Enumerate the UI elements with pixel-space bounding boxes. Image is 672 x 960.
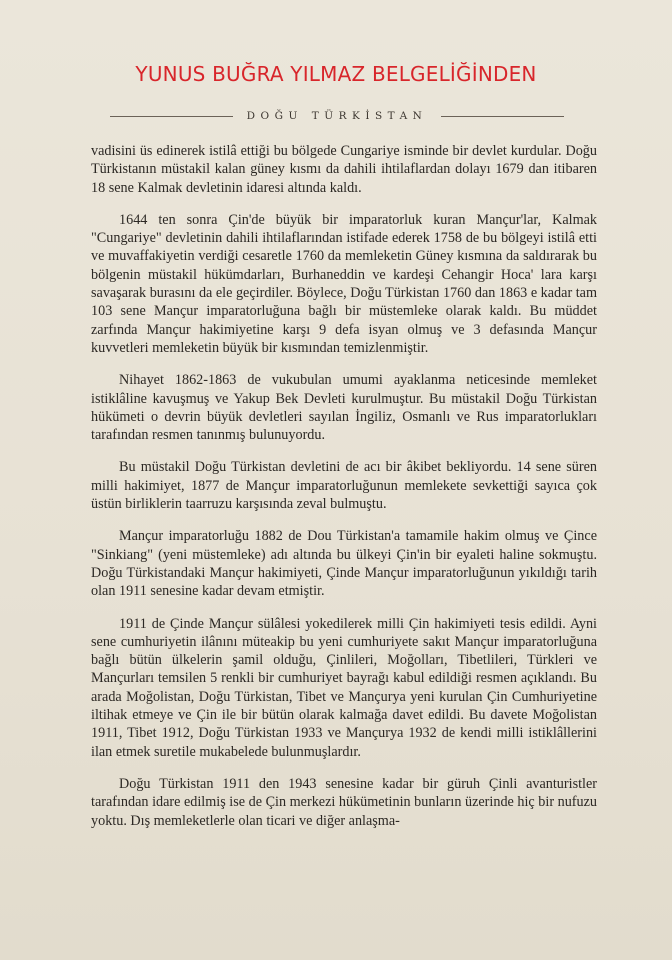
body-text <box>91 142 597 844</box>
paragraph: Bu müstakil Doğu Türkistan devletini de acı bir âkibet bekliyordu. 14 sene süren milli hakimiyet, 1877 de Mançur imparatorluğunun memlekete sevkettiği sayıca çok üstün birliklerin taarruzu karşısında zeval bulmuştu. <box>91 459 597 513</box>
running-head-title: DOĞU TÜRKİSTAN <box>246 110 428 122</box>
paragraph: 1911 de Çinde Mançur sülâlesi yokedilerek milli Çin hakimiyeti tesis edildi. Ayni sene cumhuriyetin ilânını müteakip bu yeni cumhuriyete sakıt Mançur imparatorluğuna bağlı bütün ülkelerin şamil olduğu, Çinlileri, Moğolları, Tibetlileri, Türkleri ve Mançurları temsilen 5 renkli bir cumhuriyet bayrağı kabul edildiği resmen açıklandı. Bu arada Moğolistan, Doğu Türkistan, Tibet ve Mançurya yeni kurulan Çin Cumhuriyetine iltihak etmeye ve Çin ile bir bütün olarak kalmağa davet edildi. Bu davete Moğolistan 1911, Tibet 1912, Doğu Türkistan 1933 ve Mançurya 1932 de kendi milli istiklâllerini ilan etmek suretile mukabelede bulunmuşlardır. <box>91 615 597 760</box>
paragraph: Mançur imparatorluğu 1882 de Dou Türkistan'a tamamile hakim olmuş ve Çince "Sinkiang" (yeni müstemleke) adı altında bu ülkeyi Çin'in bir eyaleti haline sokmuştu. Doğu Türkistandaki Mançur hakimiyeti, Çinde Mançur imparatorluğunun yıkıldığı tarih olan 1911 senesine kadar devam etmiştir. <box>91 528 597 600</box>
running-head-rule-left <box>110 116 233 117</box>
paragraph-continued: vadisini üs edinerek istilâ ettiği bu bölgede Cungariye isminde bir devlet kurdular. Doğu Türkistanın müstakil kalan güney kısmı da dahili ihtilaflardan dolayı 1679 dan itibaren 18 sene Kalmak devletinin idaresi altında kaldı. <box>91 143 597 196</box>
running-head-rule-right <box>441 116 564 117</box>
paragraph: 1644 ten sonra Çin'de büyük bir imparatorluk kuran Mançur'lar, Kalmak "Cungariye" devletinin dahili ihtilaflarından istifade ederek 1758 de bu bölgeyi istilâ etti ve muvaffakiyetin verdiği cesaretle 1760 da memleketin Güney kısmına da saldırarak bu bölgenin müstakil hükümdarları, Burhaneddin ve kardeşi Cehangir Hoca' lara karşı savaşarak burasını da ele geçirdiler. Böylece, Doğu Türkistan 1760 dan 1863 e kadar tam 103 sene Mançur imparatorluğuna bağlı bir müstemleke olarak kaldı. Bu müddet zarfında Mançur hakimiyetine karşı 9 defa isyan olmuş ve 3 defasında Mançur kuvvetleri memleketin büyük bir kısmından temizlenmiştir. <box>91 211 597 356</box>
running-head <box>110 107 564 125</box>
paragraph: Nihayet 1862-1863 de vukubulan umumi ayaklanma neticesinde memleket istiklâline kavuşmuş ve Yakup Bek Devleti kurulmuştur. Bu müstakil Doğu Türkistan hükümeti o devrin büyük devletleri sayılan İngiliz, Osmanlı ve Rus imparatorlukları tarafından resmen tanınmış bulunuyordu. <box>91 372 597 444</box>
watermark-title: YUNUS BUĞRA YILMAZ BELGELİĞİNDEN <box>135 62 537 86</box>
paragraph: Doğu Türkistan 1911 den 1943 senesine kadar bir güruh Çinli avanturistler tarafından idare edilmiş ise de Çin merkezi hükümetinin bunların üzerinde hiç bir nufuzu yoktu. Dış memleketlerle olan ticari ve diğer anlaşma- <box>91 775 597 829</box>
